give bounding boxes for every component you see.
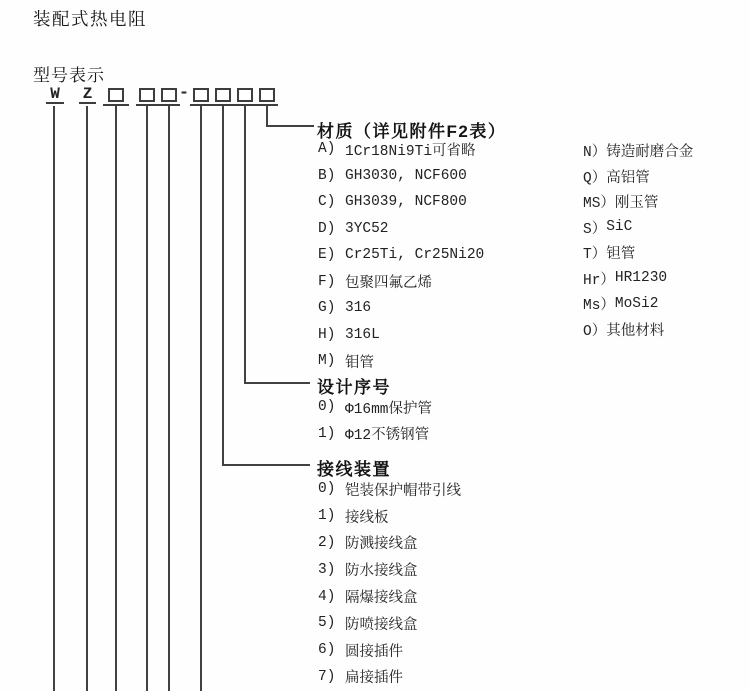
wiring-item xyxy=(318,530,461,557)
code-box xyxy=(139,88,155,102)
item-code: M) xyxy=(318,353,336,370)
wiring-item xyxy=(318,637,461,664)
item-code: H) xyxy=(318,326,336,343)
wiring-item xyxy=(318,556,461,583)
item-code: Hr） xyxy=(583,272,615,289)
material-item xyxy=(583,266,693,292)
item-code: 4) xyxy=(318,588,336,605)
wiring-list xyxy=(318,476,461,690)
descender-line-box4 xyxy=(200,106,202,691)
material-item xyxy=(318,348,484,375)
item-code: C) xyxy=(318,194,336,211)
page-title: 装配式热电阻 xyxy=(33,9,147,29)
item-label: 铸造耐磨合金 xyxy=(606,145,694,162)
section-heading-design-no: 设计序号 xyxy=(317,378,391,397)
wiring-item xyxy=(318,476,461,503)
section-heading-wiring: 接线装置 xyxy=(317,460,391,479)
item-label: 1Cr18Ni9Ti可省略 xyxy=(345,143,476,160)
descender-line-w xyxy=(53,106,55,691)
item-code: T） xyxy=(583,247,607,264)
item-code: 7) xyxy=(318,668,336,685)
material-item xyxy=(318,136,484,163)
item-label: MoSi2 xyxy=(614,295,659,312)
material-item xyxy=(583,189,693,215)
material-item xyxy=(318,242,484,269)
material-item xyxy=(318,322,484,349)
item-code: G) xyxy=(318,300,336,317)
item-label: 接线板 xyxy=(345,510,389,527)
item-label: 扁接插件 xyxy=(345,671,403,688)
code-box xyxy=(193,88,209,102)
item-code: N） xyxy=(583,145,607,162)
descender-line-z xyxy=(86,106,88,691)
item-label: 防水接线盒 xyxy=(345,564,418,581)
code-box xyxy=(215,88,231,102)
item-label: 高铝管 xyxy=(606,170,650,187)
descender-line-box1 xyxy=(115,106,117,691)
code-box xyxy=(108,88,124,102)
wiring-item xyxy=(318,664,461,691)
item-code: 1) xyxy=(318,425,336,442)
code-box xyxy=(259,88,275,102)
item-code: F) xyxy=(318,273,336,290)
design-no-list xyxy=(318,394,432,447)
item-code: 1) xyxy=(318,508,336,525)
material-item xyxy=(318,295,484,322)
material-item xyxy=(318,216,484,243)
item-label: Cr25Ti, Cr25Ni20 xyxy=(345,247,485,264)
wiring-item xyxy=(318,583,461,610)
item-label: SiC xyxy=(606,219,633,236)
code-dash: - xyxy=(178,84,190,103)
code-box-group-1 xyxy=(103,87,129,106)
item-label: GH3030, NCF600 xyxy=(345,167,467,184)
item-label: GH3039, NCF800 xyxy=(345,194,467,211)
material-list-right xyxy=(583,138,693,342)
item-code: 5) xyxy=(318,615,336,632)
wiring-item xyxy=(318,610,461,637)
item-label: 圆接插件 xyxy=(345,644,403,661)
code-letter-z: Z xyxy=(79,85,96,104)
item-label: Φ12不锈钢管 xyxy=(345,428,430,445)
item-label: 刚玉管 xyxy=(614,196,659,213)
item-label: Φ16mm保护管 xyxy=(345,401,433,418)
item-label: 316 xyxy=(345,300,372,317)
code-box xyxy=(237,88,253,102)
item-code: 2) xyxy=(318,534,336,551)
material-list-left xyxy=(318,136,484,375)
item-code: A) xyxy=(318,141,336,158)
material-item xyxy=(318,163,484,190)
item-label: 钼管 xyxy=(345,355,374,372)
item-label: 其他材料 xyxy=(606,323,665,340)
design-no-item xyxy=(318,394,432,421)
item-label: 3YC52 xyxy=(345,220,389,237)
material-item xyxy=(583,240,693,266)
code-letter-w: W xyxy=(46,85,64,104)
item-code: B) xyxy=(318,167,336,184)
connector-wiring xyxy=(222,106,310,466)
material-item xyxy=(583,317,693,343)
item-code: D) xyxy=(318,220,336,237)
material-item xyxy=(318,269,484,296)
material-item xyxy=(318,189,484,216)
wiring-item xyxy=(318,503,461,530)
item-label: 隔爆接线盒 xyxy=(345,591,418,608)
material-item xyxy=(583,164,693,190)
material-item xyxy=(583,291,693,317)
code-box-group-3 xyxy=(190,87,278,106)
item-label: 防喷接线盒 xyxy=(345,617,418,634)
item-code: 3) xyxy=(318,561,336,578)
item-code: 6) xyxy=(318,642,336,659)
item-label: 铠装保护帽带引线 xyxy=(345,483,461,500)
descender-line-box3 xyxy=(168,106,170,691)
model-designation-label: 型号表示 xyxy=(33,66,105,85)
item-label: 包聚四氟乙烯 xyxy=(345,276,432,293)
code-box xyxy=(161,88,177,102)
item-code: Q） xyxy=(583,170,607,187)
item-code: S） xyxy=(583,221,607,238)
item-code: O） xyxy=(583,323,607,340)
item-code: 0) xyxy=(318,481,336,498)
item-code: MS） xyxy=(583,196,615,213)
item-label: HR1230 xyxy=(614,270,668,287)
item-label: 防溅接线盒 xyxy=(345,537,418,554)
material-item xyxy=(583,215,693,241)
item-code: 0) xyxy=(318,399,336,416)
item-code: E) xyxy=(318,247,336,264)
descender-line-box2 xyxy=(146,106,148,691)
material-item xyxy=(583,138,693,164)
section-heading-material: 材质（详见附件F2表） xyxy=(317,122,507,141)
code-box-group-2 xyxy=(136,87,180,106)
item-label: 钽管 xyxy=(606,247,636,264)
design-no-item xyxy=(318,421,432,448)
item-label: 316L xyxy=(345,326,380,343)
item-code: Ms） xyxy=(583,298,615,315)
